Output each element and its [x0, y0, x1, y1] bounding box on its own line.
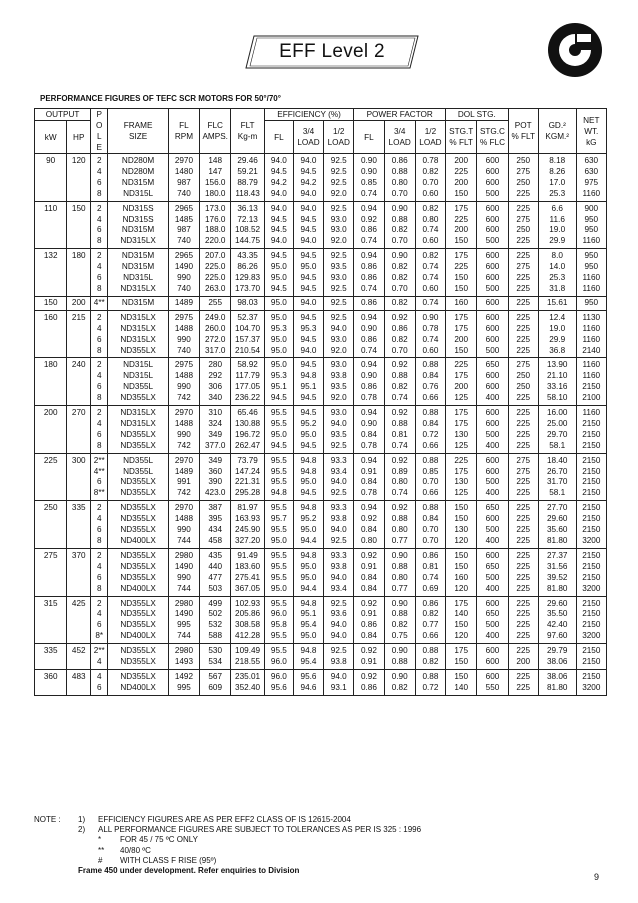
cell-frame: ND355LX ND355LX	[108, 644, 168, 670]
cell-kw: 200	[35, 406, 67, 454]
cell-eff-34: 94.5 95.3 94.5 94.0	[293, 310, 323, 358]
cell-pf-12: 0.78 0.82 0.70 0.60	[415, 154, 445, 202]
cell-pole: 2 4 6 8	[91, 548, 108, 596]
cell-eff-12: 92.5 92.5 92.5 92.0	[324, 154, 354, 202]
cell-stgc: 600 600 600 500	[477, 310, 508, 358]
cell-eff-34: 94.8 95.0 95.0 94.4	[293, 548, 323, 596]
cell-pf-12: 0.88 0.84 0.70 0.70	[415, 501, 445, 549]
table-row	[35, 453, 607, 501]
cell-flc: 530 534	[200, 644, 231, 670]
cell-pf-12: 0.90 0.78 0.74 0.60	[415, 310, 445, 358]
cell-stgt: 150 140	[446, 669, 477, 695]
cell-flt: 65.46 130.88 196.72 262.47	[231, 406, 264, 454]
header-pf-fl: FL	[354, 121, 384, 154]
cell-kw: 180	[35, 358, 67, 406]
cell-eff-12: 94.0 93.1	[324, 669, 354, 695]
header-pole: P O L E	[91, 109, 108, 154]
cell-kw: 160	[35, 310, 67, 358]
cell-eff-12: 93.0 93.8 93.5 92.0	[324, 358, 354, 406]
cell-pole: 2** 4** 6 8**	[91, 453, 108, 501]
cell-stgc: 600 600 600 500	[477, 249, 508, 297]
cell-flc: 249.0 260.0 272.0 317.0	[200, 310, 231, 358]
cell-hp: 180	[67, 249, 91, 297]
cell-kw: 225	[35, 453, 67, 501]
cell-pf-12: 0.86 0.82 0.77 0.66	[415, 596, 445, 644]
cell-rpm: 1492 995	[168, 669, 199, 695]
header-power-factor: POWER FACTOR	[354, 109, 446, 121]
cell-flc: 310 324 349 377.0	[200, 406, 231, 454]
cell-pot: 225	[508, 296, 538, 310]
header-pf-12: 1/2 LOAD	[415, 121, 445, 154]
cell-stgt: 175 175 200 150	[446, 310, 477, 358]
cell-gd2: 27.37 31.56 39.52 81.80	[538, 548, 576, 596]
cell-rpm: 2970 1488 990 744	[168, 501, 199, 549]
cell-gd2: 29.60 35.50 42.40 97.60	[538, 596, 576, 644]
cell-hp: 452	[67, 644, 91, 670]
cell-hp: 483	[67, 669, 91, 695]
cell-pf-12: 0.82 0.74 0.74 0.60	[415, 249, 445, 297]
cell-gd2: 29.79 38.06	[538, 644, 576, 670]
cell-flc: 148 147 156.0 180.0	[200, 154, 231, 202]
cell-stgt: 150 150 160 120	[446, 548, 477, 596]
notes-label: NOTE :	[34, 815, 61, 824]
cell-eff-34: 95.6 94.6	[293, 669, 323, 695]
table-row	[35, 296, 607, 310]
cell-flt: 98.03	[231, 296, 264, 310]
cell-flt: 43.35 86.26 129.83 173.70	[231, 249, 264, 297]
table-body	[35, 154, 607, 696]
cell-eff-12: 93.0 94.0 93.5 92.5	[324, 406, 354, 454]
note-sym-2: **	[98, 845, 105, 855]
cell-flc: 349 360 390 423.0	[200, 453, 231, 501]
cell-gd2: 8.0 14.0 25.3 31.8	[538, 249, 576, 297]
note-sym-2-text: 40/80 ºC	[120, 845, 151, 855]
cell-pole: 2 4 6 8	[91, 201, 108, 249]
table-title: PERFORMANCE FIGURES OF TEFC SCR MOTORS FOR 50°/70°	[40, 94, 281, 103]
cell-wt: 630 630 975 1160	[576, 154, 606, 202]
header-eff-12: 1/2 LOAD	[324, 121, 354, 154]
header-fl-rpm: FL RPM	[168, 109, 199, 154]
header-pot: POT % FLT	[508, 109, 538, 154]
cell-wt: 1160 2150 2150 2150	[576, 406, 606, 454]
cell-rpm: 2970 1489 991 742	[168, 453, 199, 501]
cell-pf-34: 0.92 0.88 0.82 0.74	[384, 358, 415, 406]
cell-pf-fl: 0.94 0.92 0.84 0.80	[354, 501, 384, 549]
cell-flc: 499 502 532 588	[200, 596, 231, 644]
cell-stgc: 650 600 500 400	[477, 501, 508, 549]
cell-eff-12: 92.5 93.6 94.0 94.0	[324, 596, 354, 644]
cell-eff-12: 92.5 94.0 93.0 92.0	[324, 310, 354, 358]
cell-eff-34: 94.0 94.5 94.2 94.0	[293, 154, 323, 202]
cell-stgc: 600 550	[477, 669, 508, 695]
cell-stgt: 200 225 200 150	[446, 154, 477, 202]
cell-stgt: 225 175 130 125	[446, 453, 477, 501]
cell-pot: 250 275 250 225	[508, 154, 538, 202]
cell-kw: 250	[35, 501, 67, 549]
cell-flt: 81.97 163.93 245.90 327.20	[231, 501, 264, 549]
company-logo-icon	[547, 22, 603, 78]
cell-frame: ND315M	[108, 296, 168, 310]
cell-flt: 102.93 205.86 308.58 412.28	[231, 596, 264, 644]
cell-pf-12: 0.88 0.84 0.72 0.66	[415, 406, 445, 454]
cell-wt: 1130 1160 1160 2140	[576, 310, 606, 358]
cell-stgt: 175 150	[446, 644, 477, 670]
header-gd2: GD.² KGM.²	[538, 109, 576, 154]
table-row	[35, 249, 607, 297]
cell-gd2: 6.6 11.6 19.0 29.9	[538, 201, 576, 249]
cell-frame: ND280M ND280M ND315M ND315L	[108, 154, 168, 202]
cell-pf-12: 0.74	[415, 296, 445, 310]
cell-gd2: 13.90 21.10 33.16 58.10	[538, 358, 576, 406]
cell-frame: ND315M ND315M ND315L ND315LX	[108, 249, 168, 297]
cell-eff-12: 92.5 93.0 93.0 92.0	[324, 201, 354, 249]
page-number: 9	[594, 872, 600, 882]
cell-rpm: 2975 1488 990 742	[168, 358, 199, 406]
cell-eff-12: 93.3 93.4 94.0 92.5	[324, 453, 354, 501]
cell-eff-34: 94.8 94.8 95.0 94.5	[293, 453, 323, 501]
header-efficiency: EFFICIENCY (%)	[264, 109, 354, 121]
note-sym-3: #	[98, 855, 103, 865]
cell-hp: 370	[67, 548, 91, 596]
cell-stgc: 600 600 500 400	[477, 406, 508, 454]
cell-frame: ND355LX ND355LX ND355LX ND400LX	[108, 548, 168, 596]
cell-pot: 225 225	[508, 669, 538, 695]
cell-hp: 215	[67, 310, 91, 358]
cell-wt: 950	[576, 296, 606, 310]
cell-pf-fl: 0.94 0.90 0.84 0.78	[354, 406, 384, 454]
cell-pot: 225 225 225 225	[508, 596, 538, 644]
cell-pole: 2 4 6 8	[91, 358, 108, 406]
cell-rpm: 2965 1490 990 740	[168, 249, 199, 297]
cell-frame: ND355L ND355L ND355LX ND355LX	[108, 453, 168, 501]
table-row	[35, 548, 607, 596]
header-stgt: STG.T % FLT	[446, 121, 477, 154]
cell-pole: 4 6	[91, 669, 108, 695]
cell-hp: 270	[67, 406, 91, 454]
cell-wt: 2150 2150 2150 3200	[576, 548, 606, 596]
cell-flc: 173.0 176.0 188.0 220.0	[200, 201, 231, 249]
table-row	[35, 310, 607, 358]
cell-stgt: 150 150 130 120	[446, 501, 477, 549]
cell-pf-34: 0.92 0.88 0.81 0.74	[384, 406, 415, 454]
table-row	[35, 644, 607, 670]
cell-flt: 91.49 183.60 275.41 367.05	[231, 548, 264, 596]
cell-eff-34: 94.0	[293, 296, 323, 310]
cell-stgt: 175 175 130 125	[446, 406, 477, 454]
cell-pot: 225 225 225 225	[508, 406, 538, 454]
cell-eff-34: 94.0 94.5 94.5 94.0	[293, 201, 323, 249]
cell-eff-34: 94.5 94.8 95.1 94.5	[293, 358, 323, 406]
cell-pf-fl: 0.86	[354, 296, 384, 310]
header-flc: FLC AMPS.	[200, 109, 231, 154]
cell-wt: 950 950 1160 1160	[576, 249, 606, 297]
cell-flc: 255	[200, 296, 231, 310]
cell-pot: 225 275 250 225	[508, 201, 538, 249]
header-frame-size: FRAME SIZE	[108, 109, 168, 154]
cell-pf-12: 0.88 0.72	[415, 669, 445, 695]
cell-pf-34: 0.92 0.88 0.80 0.77	[384, 501, 415, 549]
cell-frame: ND315S ND315S ND315M ND315LX	[108, 201, 168, 249]
note-2-number: 2)	[78, 825, 86, 835]
cell-stgc: 600 600 600 500	[477, 201, 508, 249]
cell-pot: 225 275 225 225	[508, 249, 538, 297]
cell-pf-fl: 0.92 0.86	[354, 669, 384, 695]
cell-gd2: 12.4 19.0 29.9 36.8	[538, 310, 576, 358]
cell-pf-12: 0.86 0.81 0.74 0.69	[415, 548, 445, 596]
cell-eff-12: 93.3 93.8 94.0 92.5	[324, 501, 354, 549]
cell-pf-34: 0.92 0.89 0.80 0.74	[384, 453, 415, 501]
cell-stgt: 175 225 200 150	[446, 201, 477, 249]
cell-eff-fl: 95.5 95.5 95.5 95.0	[264, 548, 293, 596]
cell-rpm: 2980 1490 990 744	[168, 548, 199, 596]
cell-kw: 335	[35, 644, 67, 670]
cell-eff-fl: 95.5 96.0	[264, 644, 293, 670]
cell-rpm: 2980 1490 995 744	[168, 596, 199, 644]
cell-pf-34: 0.90 0.88 0.80 0.77	[384, 548, 415, 596]
note-sym-1-text: FOR 45 / 75 ºC ONLY	[120, 835, 198, 845]
cell-eff-fl: 95.5 96.0 95.8 95.5	[264, 596, 293, 644]
cell-kw: 150	[35, 296, 67, 310]
cell-pf-fl: 0.94 0.92 0.86 0.74	[354, 201, 384, 249]
cell-eff-34: 94.8 95.2 95.0 94.4	[293, 501, 323, 549]
cell-eff-34: 94.8 95.4	[293, 644, 323, 670]
cell-gd2: 27.70 29.60 35.60 81.80	[538, 501, 576, 549]
cell-flt: 29.46 59.21 88.79 118.43	[231, 154, 264, 202]
cell-eff-fl: 95.0 95.3 95.0 95.0	[264, 310, 293, 358]
header-pf-34: 3/4 LOAD	[384, 121, 415, 154]
cell-pf-fl: 0.92 0.91	[354, 644, 384, 670]
title-banner	[244, 34, 420, 70]
header-kw: kW	[35, 121, 67, 154]
cell-pole: 4**	[91, 296, 108, 310]
cell-frame: ND355LX ND355LX ND355LX ND400LX	[108, 501, 168, 549]
cell-hp: 335	[67, 501, 91, 549]
cell-pf-fl: 0.92 0.91 0.84 0.84	[354, 548, 384, 596]
note-2-text: ALL PERFORMANCE FIGURES ARE SUBJECT TO TOLERANCES AS PER IS 325 : 1996	[98, 825, 422, 835]
cell-pf-34: 0.92 0.86 0.82 0.70	[384, 310, 415, 358]
cell-flt: 58.92 117.79 177.05 236.22	[231, 358, 264, 406]
cell-wt: 2150 2150 2150 2150	[576, 453, 606, 501]
cell-rpm: 2980 1493	[168, 644, 199, 670]
cell-eff-fl: 95.5 95.7 95.5 95.0	[264, 501, 293, 549]
header-eff-fl: FL	[264, 121, 293, 154]
cell-stgt: 175 140 150 120	[446, 596, 477, 644]
cell-stgc: 600 650 500 400	[477, 548, 508, 596]
cell-eff-12: 92.5 93.8	[324, 644, 354, 670]
note-1-text: EFFICIENCY FIGURES ARE AS PER EFF2 CLASS OF IS 12615-2004	[98, 815, 351, 824]
cell-kw: 90	[35, 154, 67, 202]
cell-pf-fl: 0.92 0.91 0.86 0.84	[354, 596, 384, 644]
cell-eff-34: 94.5 95.0 94.5 94.5	[293, 249, 323, 297]
header-stgc: STG.C % FLC	[477, 121, 508, 154]
cell-pf-34: 0.90 0.82 0.82 0.70	[384, 249, 415, 297]
cell-wt: 2150 2150	[576, 644, 606, 670]
notes-section	[34, 815, 421, 876]
header-net-wt: NET WT. kG	[576, 109, 606, 154]
cell-pf-12: 0.82 0.80 0.74 0.60	[415, 201, 445, 249]
cell-pf-fl: 0.94 0.86 0.86 0.74	[354, 249, 384, 297]
cell-stgc: 600 600 600 500	[477, 154, 508, 202]
header-output: OUTPUT	[35, 109, 91, 121]
cell-flc: 280 292 306 340	[200, 358, 231, 406]
cell-frame: ND315L ND315L ND355L ND355LX	[108, 358, 168, 406]
note-sym-1: *	[98, 835, 102, 845]
cell-eff-12: 93.3 93.8 94.0 93.4	[324, 548, 354, 596]
cell-pf-34: 0.90 0.88	[384, 644, 415, 670]
cell-flt: 109.49 218.55	[231, 644, 264, 670]
cell-rpm: 1489	[168, 296, 199, 310]
cell-kw: 315	[35, 596, 67, 644]
cell-pole: 2 4 6 8*	[91, 596, 108, 644]
header-dol: DOL STG.	[446, 109, 509, 121]
cell-pole: 2 4 6 8	[91, 310, 108, 358]
cell-kw: 275	[35, 548, 67, 596]
cell-pot: 225 225 225 225	[508, 548, 538, 596]
cell-gd2: 18.40 26.70 31.70 58.1	[538, 453, 576, 501]
header-eff-34: 3/4 LOAD	[293, 121, 323, 154]
cell-pole: 2 4 6 8	[91, 154, 108, 202]
header-flt: FLT Kg-m	[231, 109, 264, 154]
cell-flc: 567 609	[200, 669, 231, 695]
cell-stgc: 650 600 600 400	[477, 358, 508, 406]
cell-stgc: 600 600	[477, 644, 508, 670]
cell-pf-fl: 0.94 0.90 0.86 0.74	[354, 310, 384, 358]
cell-frame: ND355LX ND355LX ND355LX ND400LX	[108, 596, 168, 644]
cell-eff-fl: 94.0 94.5 94.2 94.0	[264, 154, 293, 202]
cell-pf-34: 0.90 0.82	[384, 669, 415, 695]
cell-pot: 225 225 225 225	[508, 501, 538, 549]
cell-pf-fl: 0.94 0.91 0.84 0.78	[354, 453, 384, 501]
cell-frame: ND355LX ND400LX	[108, 669, 168, 695]
cell-stgc: 600 650 500 400	[477, 596, 508, 644]
table-row	[35, 201, 607, 249]
cell-rpm: 2970 1480 987 740	[168, 154, 199, 202]
cell-gd2: 16.00 25.00 29.70 58.1	[538, 406, 576, 454]
cell-pot: 225 200	[508, 644, 538, 670]
cell-eff-fl: 95.0 95.3 95.1 94.5	[264, 358, 293, 406]
cell-pf-34: 0.86 0.88 0.80 0.70	[384, 154, 415, 202]
cell-kw: 360	[35, 669, 67, 695]
note-sym-3-text: WITH CLASS F RISE (95º)	[120, 855, 217, 865]
header-hp: HP	[67, 121, 91, 154]
cell-stgc: 600 600 500 400	[477, 453, 508, 501]
cell-eff-fl: 95.5 95.5 95.0 94.5	[264, 406, 293, 454]
cell-stgt: 175 225 150 150	[446, 249, 477, 297]
cell-kw: 110	[35, 201, 67, 249]
cell-gd2: 38.06 81.80	[538, 669, 576, 695]
cell-hp: 200	[67, 296, 91, 310]
cell-pot: 275 275 225 225	[508, 453, 538, 501]
cell-flt: 36.13 72.13 108.52 144.75	[231, 201, 264, 249]
cell-eff-12: 92.5 93.5 93.0 92.5	[324, 249, 354, 297]
table-row	[35, 358, 607, 406]
cell-flc: 435 440 477 503	[200, 548, 231, 596]
cell-frame: ND315LX ND315LX ND315LX ND355LX	[108, 310, 168, 358]
cell-pole: 2 4 6 8	[91, 501, 108, 549]
cell-flt: 235.01 352.40	[231, 669, 264, 695]
cell-wt: 2150 2150 2150 3200	[576, 501, 606, 549]
cell-gd2: 15.61	[538, 296, 576, 310]
cell-stgt: 225 175 200 125	[446, 358, 477, 406]
cell-eff-fl: 95.0	[264, 296, 293, 310]
cell-kw: 132	[35, 249, 67, 297]
cell-hp: 120	[67, 154, 91, 202]
cell-pot: 225 225 225 225	[508, 310, 538, 358]
cell-pf-12: 0.88 0.84 0.76 0.66	[415, 358, 445, 406]
cell-wt: 900 950 950 1160	[576, 201, 606, 249]
table-row	[35, 154, 607, 202]
cell-hp: 425	[67, 596, 91, 644]
frame-note: Frame 450 under development. Refer enquiries to Division	[78, 866, 300, 876]
cell-flt: 73.79 147.24 221.31 295.28	[231, 453, 264, 501]
table-row	[35, 406, 607, 454]
cell-pf-12: 0.88 0.82	[415, 644, 445, 670]
cell-gd2: 8.18 8.26 17.0 25.3	[538, 154, 576, 202]
cell-flt: 52.37 104.70 157.37 210.54	[231, 310, 264, 358]
cell-pf-fl: 0.90 0.90 0.85 0.74	[354, 154, 384, 202]
cell-pf-12: 0.88 0.85 0.70 0.66	[415, 453, 445, 501]
cell-stgt: 160	[446, 296, 477, 310]
table-row	[35, 501, 607, 549]
cell-pf-34: 0.90 0.88 0.82 0.75	[384, 596, 415, 644]
cell-hp: 300	[67, 453, 91, 501]
cell-pole: 2 4 6 8	[91, 406, 108, 454]
note-1-number: 1)	[78, 815, 86, 824]
page-title: EFF Level 2	[279, 41, 385, 62]
cell-eff-12: 92.5	[324, 296, 354, 310]
cell-rpm: 2975 1488 990 740	[168, 310, 199, 358]
cell-eff-34: 94.5 95.2 95.0 94.5	[293, 406, 323, 454]
cell-hp: 150	[67, 201, 91, 249]
cell-eff-fl: 94.0 94.5 94.5 94.0	[264, 201, 293, 249]
cell-wt: 2150 2150 2150 3200	[576, 596, 606, 644]
cell-pole: 2 4 6 8	[91, 249, 108, 297]
cell-hp: 240	[67, 358, 91, 406]
cell-wt: 1160 1160 2150 2100	[576, 358, 606, 406]
cell-wt: 2150 3200	[576, 669, 606, 695]
performance-table	[34, 108, 607, 696]
cell-pot: 275 250 250 225	[508, 358, 538, 406]
cell-stgc: 600	[477, 296, 508, 310]
cell-pf-34: 0.82	[384, 296, 415, 310]
cell-flc: 207.0 225.0 225.0 263.0	[200, 249, 231, 297]
table-row	[35, 669, 607, 695]
table-row	[35, 596, 607, 644]
cell-rpm: 2965 1485 987 740	[168, 201, 199, 249]
cell-rpm: 2970 1488 990 742	[168, 406, 199, 454]
cell-pole: 2** 4	[91, 644, 108, 670]
cell-eff-34: 94.8 95.1 95.4 95.0	[293, 596, 323, 644]
cell-flc: 387 395 434 458	[200, 501, 231, 549]
cell-eff-fl: 96.0 95.6	[264, 669, 293, 695]
cell-eff-fl: 94.5 95.0 95.0 94.5	[264, 249, 293, 297]
cell-pf-34: 0.90 0.88 0.82 0.70	[384, 201, 415, 249]
cell-frame: ND315LX ND315LX ND355LX ND355LX	[108, 406, 168, 454]
cell-pf-fl: 0.94 0.90 0.86 0.78	[354, 358, 384, 406]
cell-eff-fl: 95.5 95.5 95.5 94.8	[264, 453, 293, 501]
